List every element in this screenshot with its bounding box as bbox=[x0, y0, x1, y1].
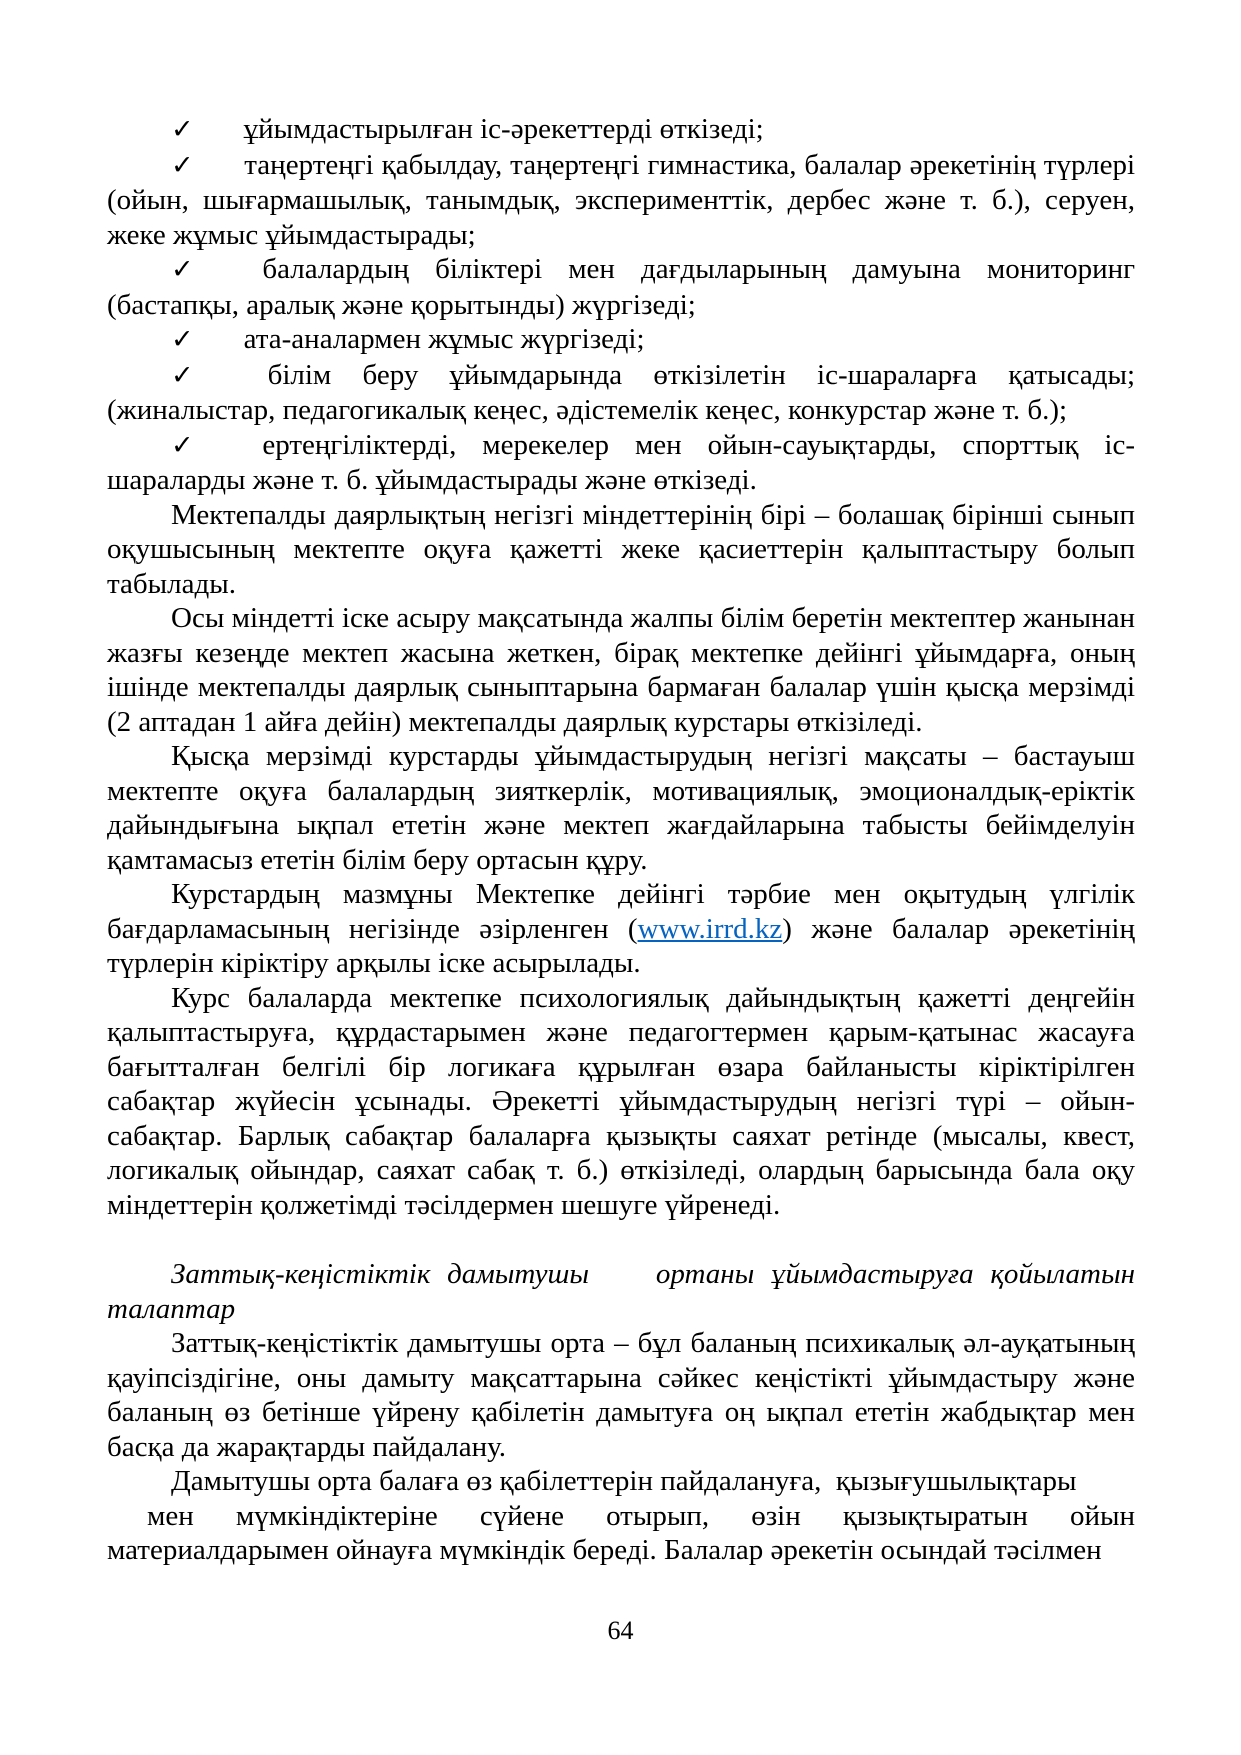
checklist-item bbox=[107, 358, 1135, 428]
checklist-item bbox=[107, 322, 1135, 358]
link-paragraph-post-text: ) және балалар әрекетінің түрлерін кіріктіру арқылы іске асырылады. bbox=[107, 912, 1135, 979]
checklist-item-text: ата-аналармен жұмыс жүргізеді; bbox=[243, 323, 645, 355]
text-content bbox=[107, 112, 1135, 1568]
checkmark-icon: ✓ bbox=[171, 359, 218, 391]
checklist-item-text: балалардың біліктері мен дағдыларының дамуына мониторинг (бастапқы, аралық және қорытынды) жүргізеді; bbox=[107, 253, 1136, 321]
paragraph-with-link bbox=[107, 877, 1135, 981]
checkmark-icon: ✓ bbox=[171, 149, 195, 181]
checklist-item-text: ертеңгіліктерді, мерекелер мен ойын-сауықтарды, спорттық іс-шараларды және т. б. ұйымдастырады және өткізеді. bbox=[107, 428, 1136, 496]
checkmark-icon: ✓ bbox=[171, 324, 194, 355]
checklist-item-text: білім беру ұйымдарында өткізілетін іс-шараларға қатысады; (жиналыстар, педагогикалық кеңес, әдістемелік кеңес, конкурстар және т. б.); bbox=[107, 358, 1136, 426]
paragraph: Осы міндетті іске асыру мақсатында жалпы білім беретін мектептер жанынан жазғы кезеңде мектеп жасына жеткен, бірақ мектепке дейінгі ұйымдарға, оның ішінде мектепалды даярлық сыныптарына бармаған балалар үшін қысқа мерзімді (2 аптадан 1 айға дейін) мектепалды даярлық курстары өткізіледі. bbox=[107, 602, 1135, 738]
page-number: 64 bbox=[607, 1616, 634, 1645]
checklist-item bbox=[107, 148, 1135, 253]
paragraph: Заттық-кеңістіктік дамытушы орта – бұл баланың психикалық әл-ауқатының қауіпсіздігіне, оны дамыту мақсаттарына сәйкес кеңістікті ұйымдастыру және баланың өз бетінше үйрену қабілетін дамытуға оң ықпал ететін жабдықтар мен басқа да жарақтарды пайдалану. bbox=[107, 1327, 1135, 1463]
link-paragraph-pre-text: Курстардың мазмұны Мектепке дейінгі тәрбие мен оқытудың үлгілік бағдарламасының негізінде әзірленген ( bbox=[107, 878, 1135, 945]
checkmark-icon: ✓ bbox=[171, 429, 213, 461]
paragraph: мен мүмкіндіктеріне сүйене отырып, өзін қызықтыратын ойын материалдарымен ойнауға мүмкіндік береді. Балалар әрекетін осындай тәсілмен bbox=[107, 1499, 1135, 1566]
section-heading: Заттық-кеңістіктік дамытушы ортаны ұйымдастыруға қойылатын талаптар bbox=[107, 1258, 1135, 1325]
checkmark-icon: ✓ bbox=[171, 254, 213, 285]
paragraph: Дамытушы орта балаға өз қабілеттерін пайдалануға, қызығушылықтары bbox=[171, 1465, 1077, 1497]
paragraph: Қысқа мерзімді курстарды ұйымдастырудың негізгі мақсаты – бастауыш мектепте оқуға балалардың зияткерлік, мотивациялық, эмоционалдық-еріктік дайындығына ықпал ететін және мектеп жағдайларына табысты бейімделуін қамтамасыз ететін білім беру ортасын құру. bbox=[107, 740, 1135, 876]
checklist-item-text: ұйымдастырылған іс-әрекеттерді өткізеді; bbox=[243, 113, 764, 145]
checklist-item-text: таңертеңгі қабылдау, таңертеңгі гимнастика, балалар әрекетінің түрлері (ойын, шығармашылық, танымдық, эксперименттік, дербес және т. б.), серуен, жеке жұмыс ұйымдастырады; bbox=[107, 148, 1136, 251]
checkmark-icon: ✓ bbox=[171, 114, 194, 145]
paragraph: Мектепалды даярлықтың негізгі міндеттерінің бірі – болашақ бірінші сынып оқушысының мектепте оқуға қажетті жеке қасиеттерін қалыптастыру болып табылады. bbox=[107, 498, 1135, 600]
paragraph: Курс балаларда мектепке психологиялық дайындықтың қажетті деңгейін қалыптастыруға, құрдастарымен және педагогтермен қарым-қатынас жасауға бағытталған белгілі бір логикаға құрылған өзара байланысты кіріктірілген сабақтар жүйесін ұсынады. Әрекетті ұйымдастырудың негізгі түрі – ойын-сабақтар. Барлық сабақтар балаларға қызықты саяхат ретінде (мысалы, квест, логикалық ойындар, саяхат сабақ т. б.) өткізіледі, олардың барысында бала оқу міндеттерін қолжетімді тәсілдермен шешуге үйренеді. bbox=[107, 981, 1135, 1221]
checklist-item bbox=[107, 112, 1135, 148]
checklist-item bbox=[107, 252, 1135, 322]
irrd-kz-link[interactable]: www.irrd.kz bbox=[637, 912, 783, 945]
checklist-item bbox=[107, 428, 1135, 498]
